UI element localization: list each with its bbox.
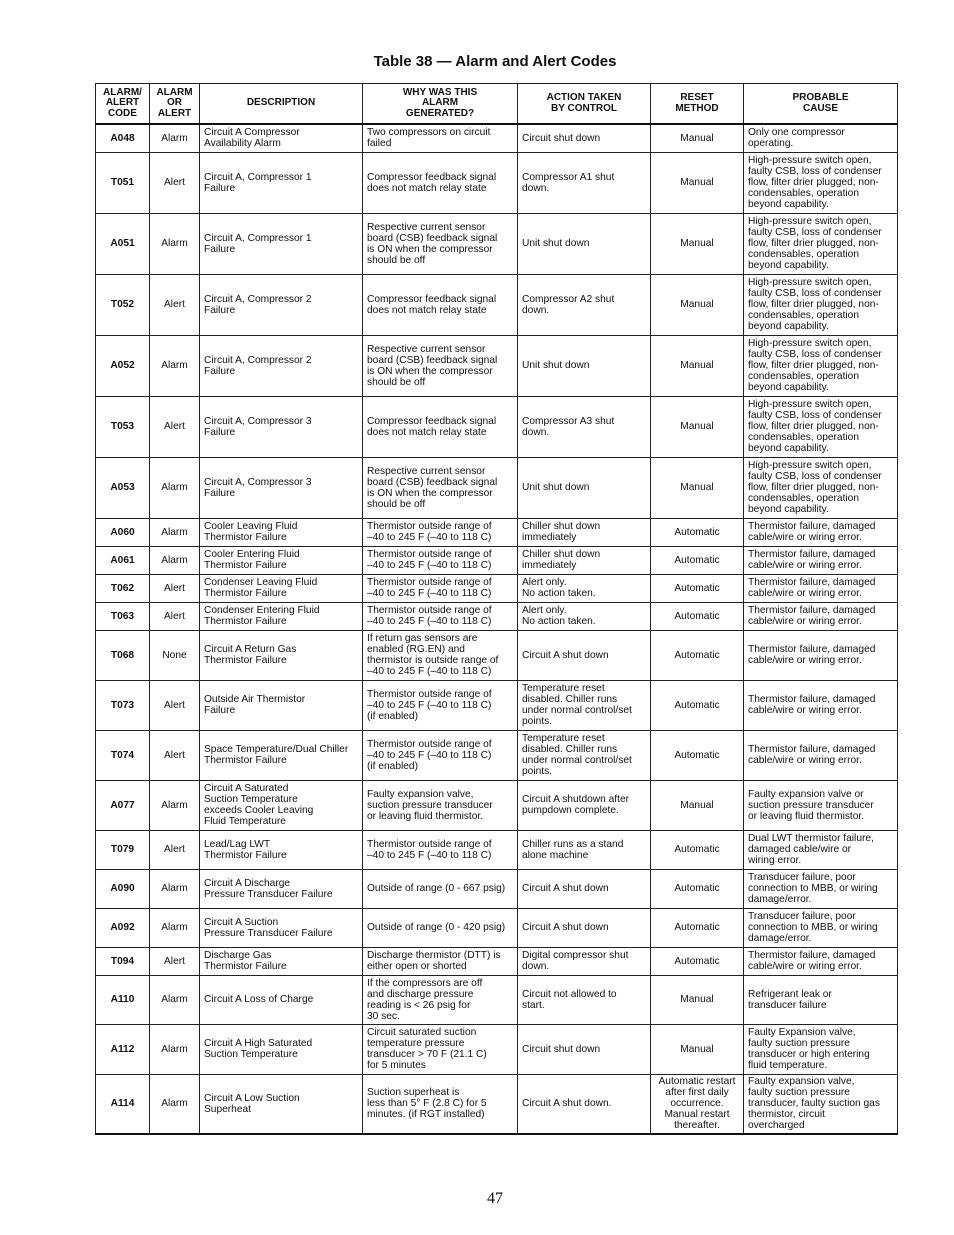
cell-why-generated: Thermistor outside range of –40 to 245 F (–40 to 118 C) bbox=[363, 518, 518, 546]
table-row bbox=[96, 152, 898, 213]
table-row bbox=[96, 947, 898, 975]
column-header-description: DESCRIPTION bbox=[200, 84, 363, 125]
table-row bbox=[96, 396, 898, 457]
cell-reset-method: Manual bbox=[651, 396, 744, 457]
cell-reset-method: Automatic bbox=[651, 602, 744, 630]
cell-type: Alarm bbox=[150, 975, 200, 1024]
cell-description: Circuit A, Compressor 3 Failure bbox=[200, 396, 363, 457]
cell-type: Alarm bbox=[150, 1074, 200, 1134]
cell-reset-method: Manual bbox=[651, 274, 744, 335]
cell-type: Alarm bbox=[150, 213, 200, 274]
cell-action-taken: Compressor A3 shut down. bbox=[518, 396, 651, 457]
cell-probable-cause: Thermistor failure, damaged cable/wire or wiring error. bbox=[744, 730, 898, 780]
table-row bbox=[96, 869, 898, 908]
cell-probable-cause: High-pressure switch open, faulty CSB, loss of condenser flow, filter drier plugged, non- condensables, operation beyond capability. bbox=[744, 396, 898, 457]
cell-description: Outside Air Thermistor Failure bbox=[200, 680, 363, 730]
cell-probable-cause: High-pressure switch open, faulty CSB, loss of condenser flow, filter drier plugged, non- condensables, operation beyond capability. bbox=[744, 152, 898, 213]
cell-reset-method: Automatic bbox=[651, 546, 744, 574]
cell-description: Circuit A Return Gas Thermistor Failure bbox=[200, 630, 363, 680]
cell-type: Alarm bbox=[150, 869, 200, 908]
cell-reset-method: Manual bbox=[651, 457, 744, 518]
cell-code: A061 bbox=[96, 546, 150, 574]
cell-description: Condenser Leaving Fluid Thermistor Failure bbox=[200, 574, 363, 602]
cell-description: Circuit A, Compressor 1 Failure bbox=[200, 213, 363, 274]
cell-why-generated: Thermistor outside range of –40 to 245 F (–40 to 118 C) bbox=[363, 546, 518, 574]
cell-probable-cause: High-pressure switch open, faulty CSB, loss of condenser flow, filter drier plugged, non- condensables, operation beyond capability. bbox=[744, 335, 898, 396]
cell-probable-cause: Thermistor failure, damaged cable/wire or wiring error. bbox=[744, 518, 898, 546]
table-row bbox=[96, 457, 898, 518]
cell-why-generated: Thermistor outside range of –40 to 245 F (–40 to 118 C) (if enabled) bbox=[363, 730, 518, 780]
cell-type: Alarm bbox=[150, 908, 200, 947]
cell-reset-method: Automatic bbox=[651, 730, 744, 780]
cell-probable-cause: Thermistor failure, damaged cable/wire or wiring error. bbox=[744, 546, 898, 574]
table-row bbox=[96, 908, 898, 947]
cell-code: T051 bbox=[96, 152, 150, 213]
alarm-alert-codes-table bbox=[95, 83, 898, 1135]
cell-action-taken: Circuit shut down bbox=[518, 1024, 651, 1074]
cell-action-taken: Compressor A2 shut down. bbox=[518, 274, 651, 335]
cell-type: Alarm bbox=[150, 546, 200, 574]
cell-type: Alert bbox=[150, 830, 200, 869]
cell-code: T062 bbox=[96, 574, 150, 602]
cell-code: T053 bbox=[96, 396, 150, 457]
table-body bbox=[96, 124, 898, 1134]
cell-description: Circuit A Compressor Availability Alarm bbox=[200, 124, 363, 152]
cell-type: Alarm bbox=[150, 124, 200, 152]
cell-type: Alarm bbox=[150, 1024, 200, 1074]
cell-code: A060 bbox=[96, 518, 150, 546]
cell-reset-method: Automatic restart after first daily occurrence. Manual restart thereafter. bbox=[651, 1074, 744, 1134]
cell-reset-method: Automatic bbox=[651, 830, 744, 869]
cell-type: None bbox=[150, 630, 200, 680]
table-row bbox=[96, 518, 898, 546]
cell-description: Circuit A Discharge Pressure Transducer Failure bbox=[200, 869, 363, 908]
cell-code: A110 bbox=[96, 975, 150, 1024]
cell-action-taken: Circuit A shut down. bbox=[518, 1074, 651, 1134]
cell-code: A051 bbox=[96, 213, 150, 274]
cell-why-generated: Respective current sensor board (CSB) feedback signal is ON when the compressor should be off bbox=[363, 213, 518, 274]
cell-why-generated: Outside of range (0 - 667 psig) bbox=[363, 869, 518, 908]
cell-action-taken: Circuit shut down bbox=[518, 124, 651, 152]
table-title: Table 38 — Alarm and Alert Codes bbox=[373, 53, 617, 70]
cell-description: Circuit A, Compressor 2 Failure bbox=[200, 274, 363, 335]
cell-action-taken: Unit shut down bbox=[518, 213, 651, 274]
column-header-type: ALARM OR ALERT bbox=[150, 84, 200, 125]
cell-description: Circuit A Saturated Suction Temperature exceeds Cooler Leaving Fluid Temperature bbox=[200, 780, 363, 830]
cell-probable-cause: Only one compressor operating. bbox=[744, 124, 898, 152]
cell-why-generated: Compressor feedback signal does not match relay state bbox=[363, 152, 518, 213]
cell-description: Circuit A, Compressor 2 Failure bbox=[200, 335, 363, 396]
table-row bbox=[96, 124, 898, 152]
column-header-reset-method: RESET METHOD bbox=[651, 84, 744, 125]
cell-description: Lead/Lag LWT Thermistor Failure bbox=[200, 830, 363, 869]
cell-probable-cause: High-pressure switch open, faulty CSB, loss of condenser flow, filter drier plugged, non- condensables, operation beyond capability. bbox=[744, 274, 898, 335]
cell-probable-cause: Thermistor failure, damaged cable/wire or wiring error. bbox=[744, 680, 898, 730]
cell-code: A090 bbox=[96, 869, 150, 908]
cell-reset-method: Manual bbox=[651, 335, 744, 396]
cell-probable-cause: Faulty expansion valve or suction pressure transducer or leaving fluid thermistor. bbox=[744, 780, 898, 830]
cell-description: Cooler Entering Fluid Thermistor Failure bbox=[200, 546, 363, 574]
cell-probable-cause: High-pressure switch open, faulty CSB, loss of condenser flow, filter drier plugged, non- condensables, operation beyond capability. bbox=[744, 213, 898, 274]
cell-why-generated: Two compressors on circuit failed bbox=[363, 124, 518, 152]
table-row bbox=[96, 1024, 898, 1074]
cell-why-generated: Compressor feedback signal does not match relay state bbox=[363, 274, 518, 335]
cell-type: Alert bbox=[150, 730, 200, 780]
cell-why-generated: Suction superheat is less than 5° F (2.8 C) for 5 minutes. (if RGT installed) bbox=[363, 1074, 518, 1134]
cell-type: Alarm bbox=[150, 780, 200, 830]
cell-action-taken: Temperature reset disabled. Chiller runs under normal control/set points. bbox=[518, 680, 651, 730]
cell-why-generated: Thermistor outside range of –40 to 245 F (–40 to 118 C) bbox=[363, 574, 518, 602]
cell-probable-cause: Thermistor failure, damaged cable/wire or wiring error. bbox=[744, 630, 898, 680]
cell-reset-method: Manual bbox=[651, 975, 744, 1024]
cell-reset-method: Manual bbox=[651, 124, 744, 152]
cell-action-taken: Unit shut down bbox=[518, 457, 651, 518]
cell-code: T079 bbox=[96, 830, 150, 869]
cell-reset-method: Automatic bbox=[651, 630, 744, 680]
cell-type: Alert bbox=[150, 396, 200, 457]
cell-code: T094 bbox=[96, 947, 150, 975]
cell-description: Space Temperature/Dual Chiller Thermistor Failure bbox=[200, 730, 363, 780]
cell-code: A114 bbox=[96, 1074, 150, 1134]
cell-why-generated: Compressor feedback signal does not match relay state bbox=[363, 396, 518, 457]
table-row bbox=[96, 975, 898, 1024]
table-row bbox=[96, 335, 898, 396]
cell-action-taken: Circuit A shutdown after pumpdown complete. bbox=[518, 780, 651, 830]
cell-code: T073 bbox=[96, 680, 150, 730]
cell-description: Circuit A Low Suction Superheat bbox=[200, 1074, 363, 1134]
cell-code: A092 bbox=[96, 908, 150, 947]
cell-probable-cause: Dual LWT thermistor failure, damaged cable/wire or wiring error. bbox=[744, 830, 898, 869]
cell-action-taken: Alert only. No action taken. bbox=[518, 602, 651, 630]
cell-probable-cause: Thermistor failure, damaged cable/wire or wiring error. bbox=[744, 574, 898, 602]
table-header-row bbox=[96, 84, 898, 125]
cell-action-taken: Circuit A shut down bbox=[518, 908, 651, 947]
cell-type: Alert bbox=[150, 947, 200, 975]
cell-reset-method: Automatic bbox=[651, 869, 744, 908]
cell-description: Circuit A High Saturated Suction Temperature bbox=[200, 1024, 363, 1074]
cell-code: A048 bbox=[96, 124, 150, 152]
cell-type: Alert bbox=[150, 602, 200, 630]
cell-probable-cause: Faulty Expansion valve, faulty suction pressure transducer or high entering fluid temperature. bbox=[744, 1024, 898, 1074]
cell-action-taken: Unit shut down bbox=[518, 335, 651, 396]
cell-reset-method: Automatic bbox=[651, 518, 744, 546]
cell-type: Alarm bbox=[150, 457, 200, 518]
table-row bbox=[96, 546, 898, 574]
cell-description: Cooler Leaving Fluid Thermistor Failure bbox=[200, 518, 363, 546]
table-row bbox=[96, 1074, 898, 1134]
cell-action-taken: Chiller shut down immediately bbox=[518, 546, 651, 574]
cell-type: Alarm bbox=[150, 335, 200, 396]
cell-reset-method: Manual bbox=[651, 780, 744, 830]
cell-description: Condenser Entering Fluid Thermistor Failure bbox=[200, 602, 363, 630]
cell-action-taken: Circuit A shut down bbox=[518, 869, 651, 908]
cell-probable-cause: Thermistor failure, damaged cable/wire or wiring error. bbox=[744, 947, 898, 975]
cell-why-generated: Respective current sensor board (CSB) feedback signal is ON when the compressor should be off bbox=[363, 335, 518, 396]
cell-reset-method: Automatic bbox=[651, 908, 744, 947]
table-row bbox=[96, 830, 898, 869]
cell-description: Circuit A Suction Pressure Transducer Failure bbox=[200, 908, 363, 947]
cell-probable-cause: High-pressure switch open, faulty CSB, loss of condenser flow, filter drier plugged, non- condensables, operation beyond capability. bbox=[744, 457, 898, 518]
column-header-action-taken: ACTION TAKEN BY CONTROL bbox=[518, 84, 651, 125]
cell-why-generated: If return gas sensors are enabled (RG.EN) and thermistor is outside range of –40 to 245 F (–40 to 118 C) bbox=[363, 630, 518, 680]
cell-action-taken: Temperature reset disabled. Chiller runs under normal control/set points. bbox=[518, 730, 651, 780]
cell-probable-cause: Transducer failure, poor connection to MBB, or wiring damage/error. bbox=[744, 908, 898, 947]
table-row bbox=[96, 574, 898, 602]
cell-code: A053 bbox=[96, 457, 150, 518]
cell-type: Alert bbox=[150, 574, 200, 602]
cell-code: A112 bbox=[96, 1024, 150, 1074]
column-header-why-generated: WHY WAS THIS ALARM GENERATED? bbox=[363, 84, 518, 125]
cell-reset-method: Manual bbox=[651, 1024, 744, 1074]
cell-why-generated: Respective current sensor board (CSB) feedback signal is ON when the compressor should be off bbox=[363, 457, 518, 518]
column-header-code: ALARM/ ALERT CODE bbox=[96, 84, 150, 125]
cell-description: Circuit A, Compressor 3 Failure bbox=[200, 457, 363, 518]
cell-action-taken: Alert only. No action taken. bbox=[518, 574, 651, 602]
cell-action-taken: Circuit not allowed to start. bbox=[518, 975, 651, 1024]
cell-action-taken: Circuit A shut down bbox=[518, 630, 651, 680]
cell-type: Alert bbox=[150, 152, 200, 213]
cell-why-generated: Discharge thermistor (DTT) is either open or shorted bbox=[363, 947, 518, 975]
cell-probable-cause: Thermistor failure, damaged cable/wire or wiring error. bbox=[744, 602, 898, 630]
cell-description: Discharge Gas Thermistor Failure bbox=[200, 947, 363, 975]
table-row bbox=[96, 630, 898, 680]
cell-why-generated: Thermistor outside range of –40 to 245 F (–40 to 118 C) (if enabled) bbox=[363, 680, 518, 730]
cell-code: A052 bbox=[96, 335, 150, 396]
cell-code: T052 bbox=[96, 274, 150, 335]
cell-why-generated: Outside of range (0 - 420 psig) bbox=[363, 908, 518, 947]
cell-type: Alert bbox=[150, 680, 200, 730]
cell-why-generated: Circuit saturated suction temperature pressure transducer > 70 F (21.1 C) for 5 minutes bbox=[363, 1024, 518, 1074]
cell-action-taken: Compressor A1 shut down. bbox=[518, 152, 651, 213]
cell-probable-cause: Transducer failure, poor connection to MBB, or wiring damage/error. bbox=[744, 869, 898, 908]
cell-why-generated: Thermistor outside range of –40 to 245 F (–40 to 118 C) bbox=[363, 602, 518, 630]
cell-action-taken: Digital compressor shut down. bbox=[518, 947, 651, 975]
cell-description: Circuit A Loss of Charge bbox=[200, 975, 363, 1024]
cell-code: T063 bbox=[96, 602, 150, 630]
cell-action-taken: Chiller shut down immediately bbox=[518, 518, 651, 546]
table-row bbox=[96, 780, 898, 830]
table-row bbox=[96, 274, 898, 335]
cell-why-generated: Thermistor outside range of –40 to 245 F (–40 to 118 C) bbox=[363, 830, 518, 869]
cell-action-taken: Chiller runs as a stand alone machine bbox=[518, 830, 651, 869]
table-row bbox=[96, 730, 898, 780]
cell-reset-method: Manual bbox=[651, 213, 744, 274]
table-row bbox=[96, 602, 898, 630]
cell-code: T068 bbox=[96, 630, 150, 680]
cell-reset-method: Automatic bbox=[651, 680, 744, 730]
cell-probable-cause: Faulty expansion valve, faulty suction pressure transducer, faulty suction gas thermistor, circuit overcharged bbox=[744, 1074, 898, 1134]
cell-type: Alarm bbox=[150, 518, 200, 546]
page-number: 47 bbox=[487, 1190, 503, 1207]
table-row bbox=[96, 680, 898, 730]
cell-probable-cause: Refrigerant leak or transducer failure bbox=[744, 975, 898, 1024]
cell-type: Alert bbox=[150, 274, 200, 335]
table-row bbox=[96, 213, 898, 274]
cell-reset-method: Automatic bbox=[651, 574, 744, 602]
cell-reset-method: Manual bbox=[651, 152, 744, 213]
cell-code: A077 bbox=[96, 780, 150, 830]
column-header-probable-cause: PROBABLE CAUSE bbox=[744, 84, 898, 125]
cell-description: Circuit A, Compressor 1 Failure bbox=[200, 152, 363, 213]
cell-why-generated: Faulty expansion valve, suction pressure transducer or leaving fluid thermistor. bbox=[363, 780, 518, 830]
cell-why-generated: If the compressors are off and discharge pressure reading is < 26 psig for 30 sec. bbox=[363, 975, 518, 1024]
cell-code: T074 bbox=[96, 730, 150, 780]
cell-reset-method: Automatic bbox=[651, 947, 744, 975]
